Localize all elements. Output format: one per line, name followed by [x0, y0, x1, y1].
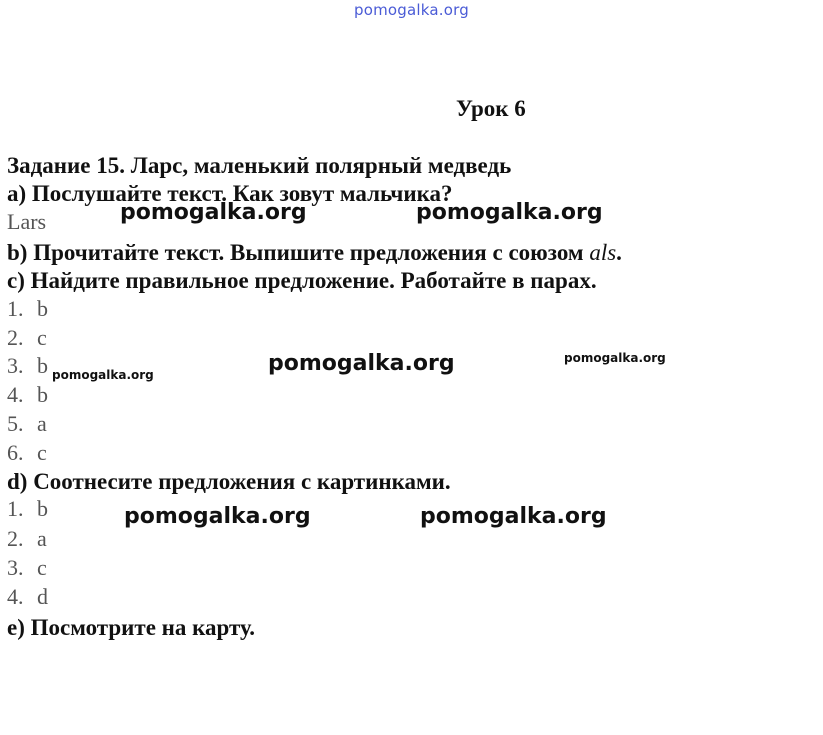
lesson-title: Урок 6 — [456, 96, 526, 121]
answer-number: 5. — [7, 411, 24, 436]
answer-value: c — [37, 555, 47, 580]
answer-value: c — [37, 325, 47, 350]
section-b-period: . — [616, 240, 622, 265]
answer-row — [7, 355, 48, 377]
watermark: pomogalka.org — [420, 504, 607, 529]
task-title: Задание 15. Ларс, маленький полярный медведь — [7, 153, 512, 178]
answer-number: 3. — [7, 353, 24, 378]
answer-row — [7, 442, 47, 464]
answer-number: 6. — [7, 440, 24, 465]
answer-number: 1. — [7, 296, 24, 321]
section-a-prompt: a) Послушайте текст. Как зовут мальчика? — [7, 181, 453, 206]
answer-row — [7, 327, 47, 349]
answer-row — [7, 498, 48, 520]
watermark: pomogalka.org — [124, 504, 311, 529]
answer-row — [7, 298, 48, 320]
site-header-link[interactable]: pomogalka.org — [354, 1, 469, 19]
answer-number: 4. — [7, 584, 24, 609]
answer-value: b — [37, 382, 48, 407]
watermark: pomogalka.org — [120, 200, 307, 225]
section-e-prompt: e) Посмотрите на карту. — [7, 615, 255, 640]
section-c-prompt: c) Найдите правильное предложение. Работайте в парах. — [7, 268, 597, 293]
watermark: pomogalka.org — [268, 351, 455, 376]
answer-row — [7, 384, 48, 406]
answer-row — [7, 413, 47, 435]
answer-number: 2. — [7, 325, 24, 350]
watermark: pomogalka.org — [416, 200, 603, 225]
answer-value: d — [37, 584, 48, 609]
answer-number: 4. — [7, 382, 24, 407]
section-d-prompt: d) Соотнесите предложения с картинками. — [7, 469, 451, 494]
answer-row — [7, 528, 47, 550]
watermark: pomogalka.org — [52, 368, 154, 382]
answer-value: a — [37, 526, 47, 551]
answer-value: b — [37, 496, 48, 521]
answer-row — [7, 586, 48, 608]
answer-row — [7, 557, 47, 579]
answer-value: a — [37, 411, 47, 436]
section-b-prompt — [7, 241, 622, 264]
answer-value: c — [37, 440, 47, 465]
section-a-answer: Lars — [7, 209, 47, 234]
watermark: pomogalka.org — [564, 351, 666, 365]
answer-value: b — [37, 296, 48, 321]
answer-value: b — [37, 353, 48, 378]
section-b-keyword: als — [589, 240, 617, 265]
answer-number: 1. — [7, 496, 24, 521]
section-b-prompt-text: b) Прочитайте текст. Выпишите предложения с союзом — [7, 240, 590, 265]
answer-number: 3. — [7, 555, 24, 580]
answer-number: 2. — [7, 526, 24, 551]
